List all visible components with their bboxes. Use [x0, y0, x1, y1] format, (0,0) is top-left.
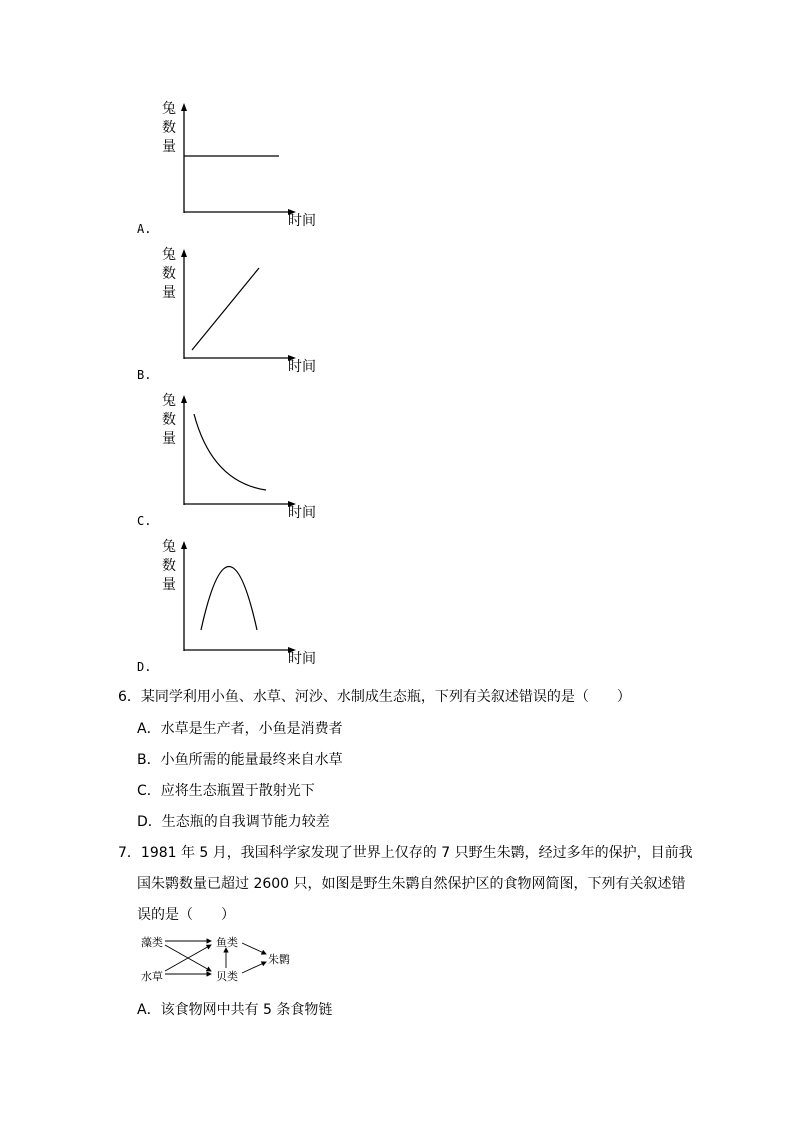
curve-decreasing: [194, 414, 266, 490]
question-7-stem-line-1: 7．1981 年 5 月，我国科学家发现了世界上仅存的 7 只野生朱鹮，经过多年的保护，目前我: [118, 845, 693, 861]
q6-option-a: A．水草是生产者，小鱼是消费者: [137, 721, 343, 737]
option-b-letter: B.: [137, 368, 152, 382]
question-7-stem-line-2: 国朱鹮数量已超过 2600 只，如图是野生朱鹮自然保护区的食物网简图，下列有关叙述错: [137, 876, 686, 892]
node-shellfish: 贝类: [216, 970, 238, 983]
y-axis-label: 兔 数 量: [162, 393, 176, 447]
option-c-letter: C.: [137, 514, 152, 528]
y-axis-label: 兔 数 量: [162, 539, 176, 593]
node-waterweed: 水草: [141, 970, 163, 983]
option-a-graph: [150, 100, 340, 232]
option-d-graph: [150, 538, 340, 670]
q6-option-c: C．应将生态瓶置于散射光下: [137, 783, 315, 799]
curve-rising: [192, 268, 259, 350]
x-axis-label: 时间: [288, 505, 316, 521]
option-d-letter: D.: [137, 660, 152, 674]
q7-option-a: A．该食物网中共有 5 条食物链: [137, 1002, 333, 1018]
x-axis-label: 时间: [288, 359, 316, 375]
y-axis-label: 兔 数 量: [162, 247, 176, 301]
option-b-graph: [150, 246, 340, 378]
food-web-diagram: [138, 932, 298, 982]
node-ibis: 朱鹮: [268, 953, 290, 966]
y-axis-label: 兔 数 量: [162, 101, 176, 155]
x-axis-label: 时间: [288, 213, 316, 229]
question-7-stem-line-3: 误的是（ ）: [137, 907, 235, 923]
curve-peak: [201, 567, 257, 631]
q6-option-d: D．生态瓶的自我调节能力较差: [137, 814, 330, 830]
x-axis-label: 时间: [288, 651, 316, 667]
node-fish: 鱼类: [216, 936, 238, 949]
question-6-stem: 6．某同学利用小鱼、水草、河沙、水制成生态瓶，下列有关叙述错误的是（ ）: [118, 689, 631, 705]
q6-option-b: B．小鱼所需的能量最终来自水草: [137, 752, 343, 768]
option-c-graph: [150, 392, 340, 524]
option-a-letter: A.: [137, 222, 152, 236]
node-algae: 藻类: [141, 936, 163, 949]
